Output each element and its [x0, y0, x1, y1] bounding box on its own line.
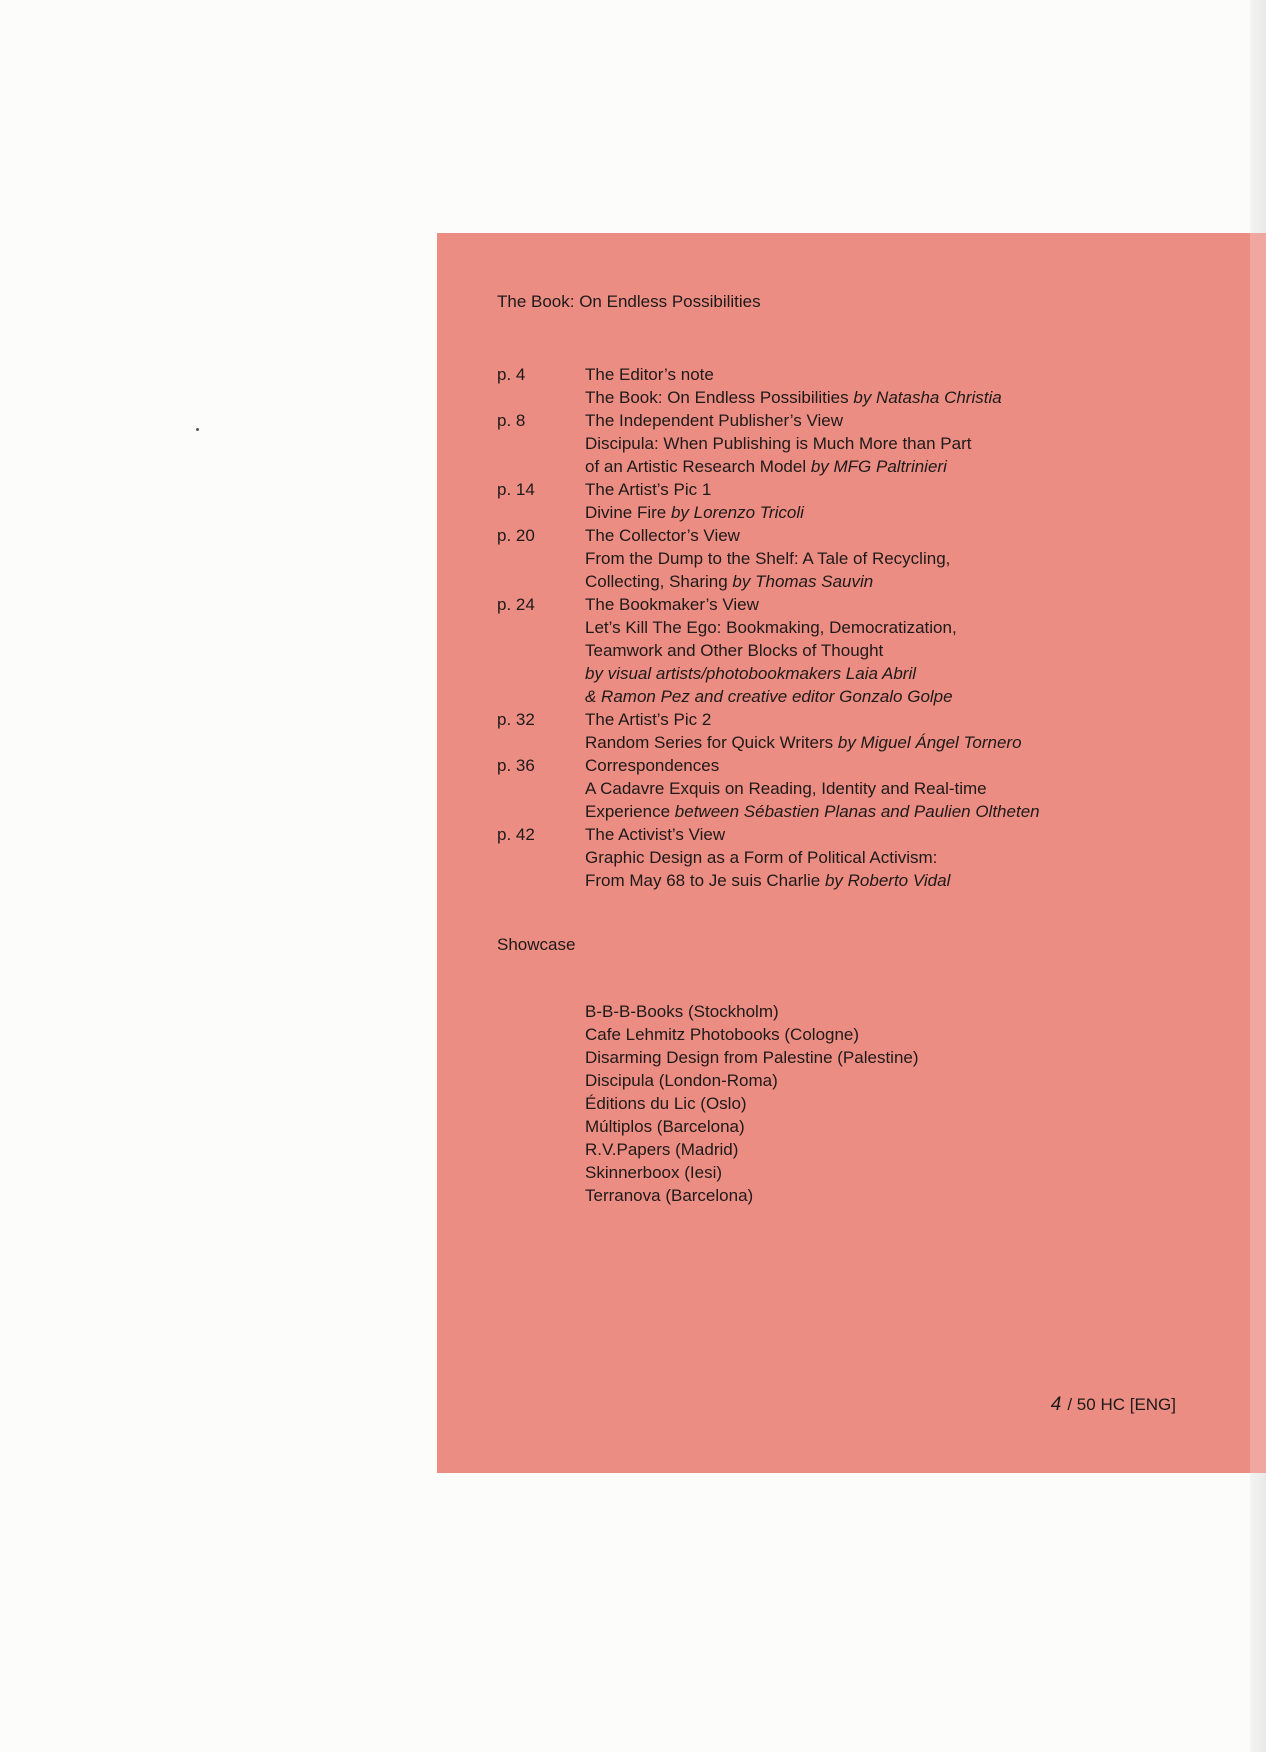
toc-line-title: Random Series for Quick Writers: [585, 733, 838, 752]
toc-line-title: Graphic Design as a Form of Political Activism:: [585, 848, 938, 867]
toc-line: [585, 547, 1217, 570]
toc-entry: [497, 363, 1217, 409]
toc-line: [585, 432, 1217, 455]
toc-line-title: Collecting, Sharing: [585, 572, 733, 591]
toc-entry: [497, 409, 1217, 478]
toc-line: [585, 708, 1217, 731]
showcase-item: Terranova (Barcelona): [585, 1186, 754, 1205]
toc-line-byline: between Sébastien Planas and Paulien Oltheten: [674, 802, 1040, 821]
toc-line-byline: by visual artists/photobookmakers Laia Abril: [585, 664, 917, 683]
toc-line: [585, 524, 1217, 547]
toc-entry-text: [585, 478, 1217, 524]
folio-page-number: 4: [1050, 1394, 1062, 1415]
toc-entry: [497, 754, 1217, 823]
toc-line-title: The Artist’s Pic 2: [585, 710, 712, 729]
toc-page-number: p. 36: [497, 756, 535, 775]
toc-line-title: Divine Fire: [585, 503, 671, 522]
toc-page-number: p. 14: [497, 480, 535, 499]
toc-line-title: From the Dump to the Shelf: A Tale of Recycling,: [585, 549, 951, 568]
showcase-item: R.V.Papers (Madrid): [585, 1140, 739, 1159]
toc-line: [585, 823, 1217, 846]
toc-line: [585, 501, 1217, 524]
toc-line: [585, 593, 1217, 616]
toc-line-byline: by Roberto Vidal: [824, 871, 951, 890]
toc-line: [585, 662, 1217, 685]
toc-entry: [497, 708, 1217, 754]
toc-line: [585, 386, 1217, 409]
contents-heading: The Book: On Endless Possibilities: [497, 292, 761, 311]
toc-line-byline: by Miguel Ángel Tornero: [837, 733, 1022, 752]
table-of-contents: [497, 363, 1217, 892]
toc-line-title: The Collector’s View: [585, 526, 740, 545]
toc-line: [585, 731, 1217, 754]
toc-line-title: The Editor’s note: [585, 365, 714, 384]
showcase-item: B-B-B-Books (Stockholm): [585, 1002, 779, 1021]
toc-page-number: p. 8: [497, 411, 526, 430]
toc-line-title: A Cadavre Exquis on Reading, Identity and Real-time: [585, 779, 987, 798]
toc-line-title: Discipula: When Publishing is Much More than Part: [585, 434, 972, 453]
toc-line: [585, 570, 1217, 593]
toc-line: [585, 777, 1217, 800]
toc-entry: [497, 478, 1217, 524]
toc-line-title: The Independent Publisher’s View: [585, 411, 844, 430]
toc-line-byline: by Natasha Christia: [853, 388, 1002, 407]
toc-entry-text: [585, 708, 1217, 754]
toc-line: [585, 478, 1217, 501]
folio: [1051, 1393, 1176, 1416]
toc-page-number: p. 42: [497, 825, 535, 844]
showcase-item: Múltiplos (Barcelona): [585, 1117, 745, 1136]
toc-line: [585, 869, 1217, 892]
toc-line: [585, 685, 1217, 708]
toc-line: [585, 800, 1217, 823]
toc-line-byline: & Ramon Pez and creative editor Gonzalo Golpe: [585, 687, 953, 706]
toc-line-title: The Artist’s Pic 1: [585, 480, 712, 499]
showcase-heading: Showcase: [497, 935, 576, 954]
toc-line-title: The Activist’s View: [585, 825, 726, 844]
showcase-item: Éditions du Lic (Oslo): [585, 1094, 747, 1113]
toc-page-number: p. 20: [497, 526, 535, 545]
showcase-item: Cafe Lehmitz Photobooks (Cologne): [585, 1025, 860, 1044]
toc-entry-text: [585, 593, 1217, 708]
toc-page-number: p. 24: [497, 595, 535, 614]
toc-page-number: p. 4: [497, 365, 526, 384]
panel-edge-strip: [1250, 233, 1266, 1473]
contents-panel: [437, 233, 1266, 1473]
toc-line-title: Teamwork and Other Blocks of Thought: [585, 641, 884, 660]
toc-entry-text: [585, 409, 1217, 478]
toc-page-number: p. 32: [497, 710, 535, 729]
toc-entry: [497, 823, 1217, 892]
paper-speck: [196, 428, 199, 431]
showcase-item: Skinnerboox (Iesi): [585, 1163, 723, 1182]
folio-label: / 50 HC [ENG]: [1067, 1395, 1176, 1414]
toc-line: [585, 363, 1217, 386]
toc-line-title: Correspondences: [585, 756, 720, 775]
toc-line: [585, 754, 1217, 777]
toc-entry-text: [585, 524, 1217, 593]
toc-line-title: Experience: [585, 802, 675, 821]
toc-entry-text: [585, 823, 1217, 892]
toc-entry-text: [585, 363, 1217, 409]
showcase-item: Disarming Design from Palestine (Palestine): [585, 1048, 919, 1067]
toc-line: [585, 409, 1217, 432]
toc-line: [585, 639, 1217, 662]
toc-line-byline: by MFG Paltrinieri: [810, 457, 947, 476]
toc-line: [585, 616, 1217, 639]
toc-line-title: The Book: On Endless Possibilities: [585, 388, 854, 407]
toc-entry: [497, 524, 1217, 593]
toc-line-byline: by Lorenzo Tricoli: [670, 503, 804, 522]
toc-line-title: The Bookmaker’s View: [585, 595, 759, 614]
toc-entry: [497, 593, 1217, 708]
toc-line-byline: by Thomas Sauvin: [732, 572, 874, 591]
toc-line: [585, 455, 1217, 478]
toc-entry-text: [585, 754, 1217, 823]
toc-line-title: Let’s Kill The Ego: Bookmaking, Democratization,: [585, 618, 957, 637]
toc-line-title: From May 68 to Je suis Charlie: [585, 871, 825, 890]
showcase-item: Discipula (London-Roma): [585, 1071, 778, 1090]
toc-line-title: of an Artistic Research Model: [585, 457, 811, 476]
toc-line: [585, 846, 1217, 869]
showcase-list: [585, 1000, 919, 1207]
